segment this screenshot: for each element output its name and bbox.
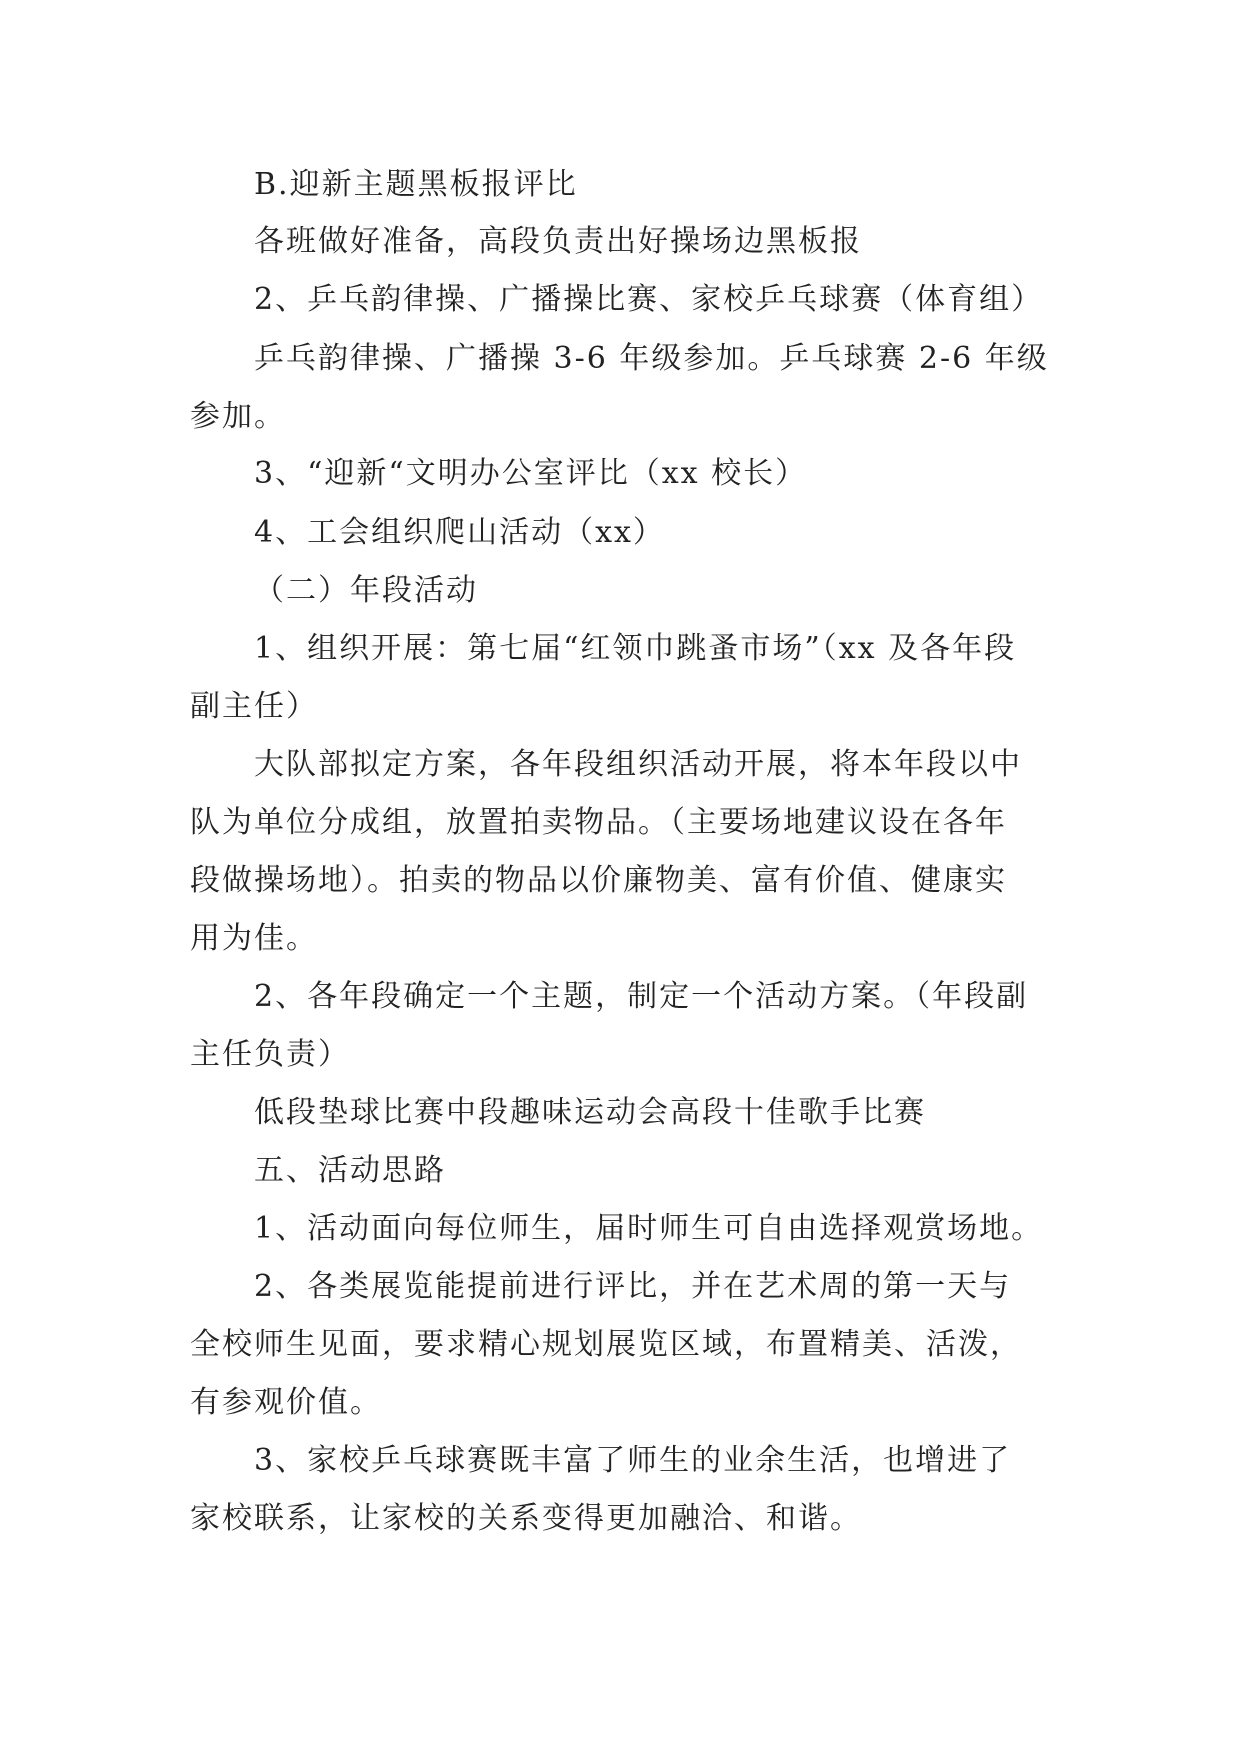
paragraph-grades-participation-cont: 参加。 xyxy=(190,399,286,434)
list-item-family-pingpong-cont: 家校联系，让家校的关系变得更加融洽、和谐。 xyxy=(190,1501,862,1536)
section-heading-grade-activities: （二）年段活动 xyxy=(254,573,478,608)
section-heading-activity-ideas: 五、活动思路 xyxy=(254,1153,446,1188)
list-item-flea-market: 1、组织开展：第七届“红领巾跳蚤市场”（xx 及各年段 xyxy=(254,631,1017,666)
paragraph-plan-cont-2: 段做操场地）。拍卖的物品以价廉物美、富有价值、健康实 xyxy=(190,863,1007,898)
list-item-open-to-all: 1、活动面向每位师生，届时师生可自由选择观赏场地。 xyxy=(254,1211,1044,1246)
paragraph-plan: 大队部拟定方案，各年段组织活动开展，将本年段以中 xyxy=(254,747,1022,782)
list-item-grade-theme-cont: 主任负责） xyxy=(190,1037,350,1072)
list-item-hiking: 4、工会组织爬山活动（xx） xyxy=(254,515,665,550)
list-item-exhibitions-cont-2: 有参观价值。 xyxy=(190,1385,382,1420)
list-item-exhibitions: 2、各类展览能提前进行评比，并在艺术周的第一天与 xyxy=(254,1269,1012,1304)
list-item-blackboard-contest: B.迎新主题黑板报评比 xyxy=(254,167,578,202)
list-item-grade-theme: 2、各年段确定一个主题，制定一个活动方案。（年段副 xyxy=(254,979,1029,1014)
paragraph-grades-participation: 乒乓韵律操、广播操 3-6 年级参加。乒乓球赛 2-6 年级 xyxy=(254,341,1049,376)
paragraph-plan-cont-3: 用为佳。 xyxy=(190,921,318,956)
list-item-flea-market-cont: 副主任） xyxy=(190,689,318,724)
paragraph-grade-events: 低段垫球比赛中段趣味运动会高段十佳歌手比赛 xyxy=(254,1095,926,1130)
list-item-office-contest: 3、“迎新“文明办公室评比（xx 校长） xyxy=(254,456,808,491)
paragraph-plan-cont-1: 队为单位分成组，放置拍卖物品。（主要场地建议设在各年 xyxy=(190,805,1007,840)
list-item-family-pingpong: 3、家校乒乓球赛既丰富了师生的业余生活，也增进了 xyxy=(254,1443,1012,1478)
paragraph-blackboard-prep: 各班做好准备，高段负责出好操场边黑板报 xyxy=(254,224,862,259)
list-item-exhibitions-cont-1: 全校师生见面，要求精心规划展览区域，布置精美、活泼， xyxy=(190,1327,1022,1362)
list-item-pingpong-contest: 2、乒乓韵律操、广播操比赛、家校乒乓球赛（体育组） xyxy=(254,282,1044,317)
